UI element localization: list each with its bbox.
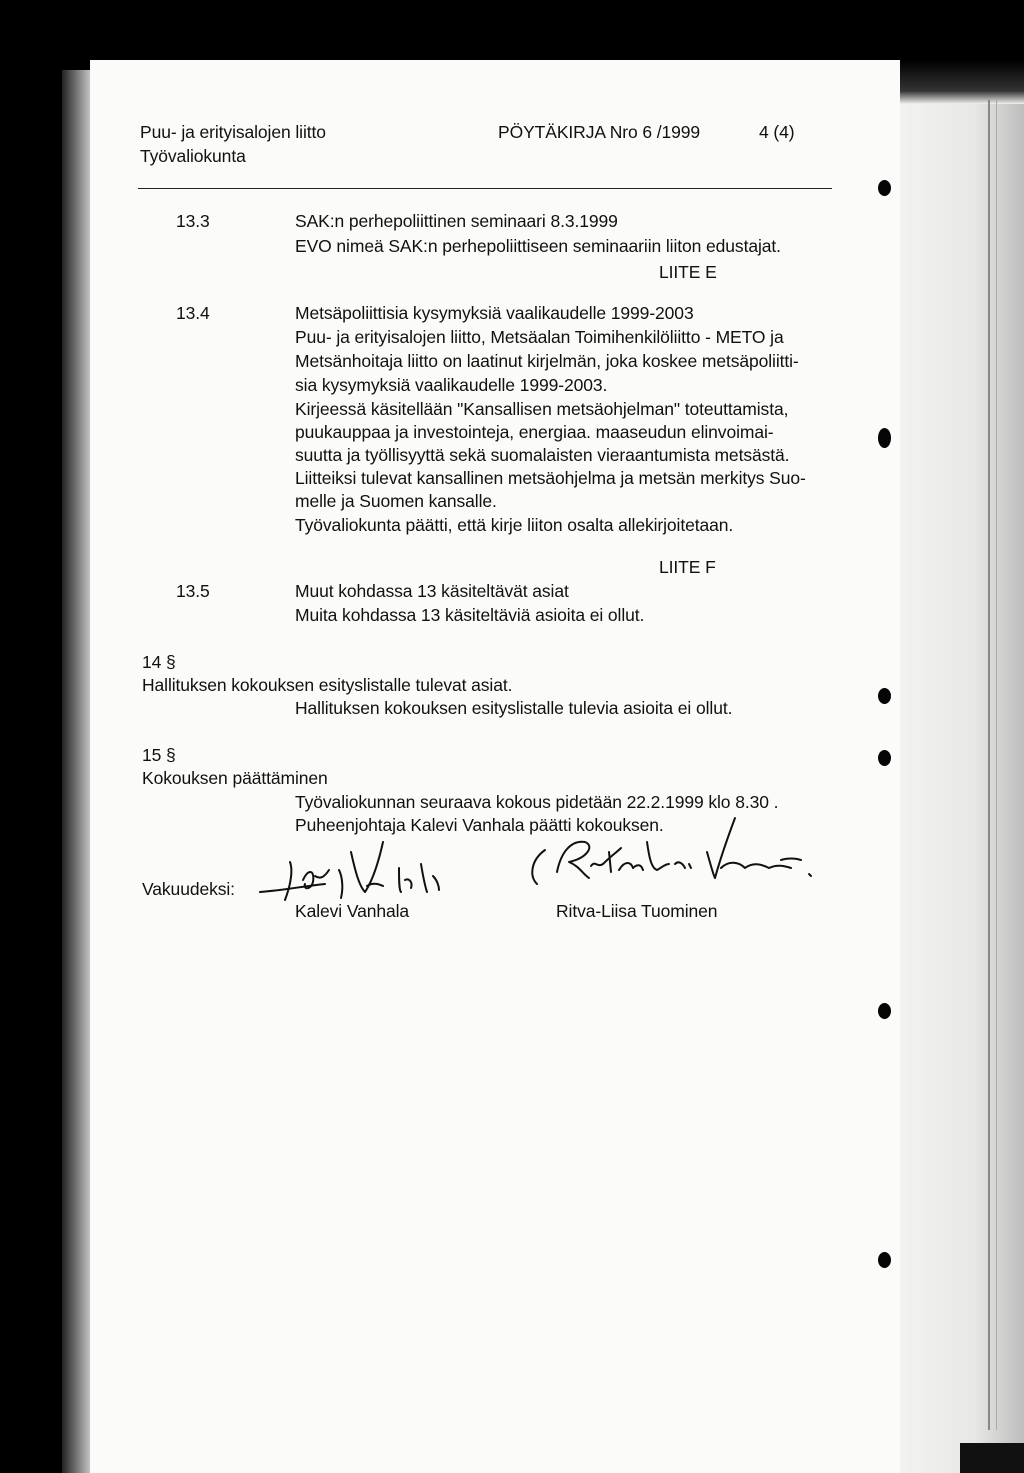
section-title: Muut kohdassa 13 käsiteltävät asiat — [295, 581, 569, 601]
section-number: 13.4 — [176, 303, 210, 323]
section-text: Muita kohdassa 13 käsiteltäviä asioita ei ollut. — [295, 605, 645, 625]
strip-edge-2 — [996, 100, 997, 1430]
strip-bottom — [960, 1443, 1024, 1473]
paragraph-number: 15 § — [142, 745, 176, 765]
paragraph-title: Hallituksen kokouksen esityslistalle tulevat asiat. — [142, 675, 513, 695]
header-page-number: 4 (4) — [759, 122, 795, 142]
section-title: Metsäpoliittisia kysymyksiä vaalikaudelle 1999-2003 — [295, 303, 694, 323]
punch-hole — [878, 750, 891, 766]
section-text-line: suutta ja työllisyyttä sekä suomalaisten vieraantumista metsästä. — [295, 445, 790, 465]
section-text-line: puukauppaa ja investointeja, energiaa. maaseudun elinvoimai- — [295, 422, 774, 442]
punch-hole — [878, 428, 891, 448]
signer-name: Ritva-Liisa Tuominen — [556, 901, 718, 921]
header-rule — [138, 188, 832, 189]
attachment-label: LIITE F — [659, 557, 716, 577]
strip-top — [900, 60, 1024, 104]
strip-edge — [988, 100, 990, 1430]
paragraph-text-line: Puheenjohtaja Kalevi Vanhala päätti kokouksen. — [295, 815, 664, 835]
paragraph-title: Kokouksen päättäminen — [142, 768, 328, 788]
punch-hole — [878, 1003, 891, 1019]
section-number: 13.3 — [176, 211, 210, 231]
section-text-line: Metsänhoitaja liitto on laatinut kirjelmän, joka koskee metsäpoliitti- — [295, 351, 799, 371]
paragraph-text: Hallituksen kokouksen esityslistalle tulevia asioita ei ollut. — [295, 698, 733, 718]
section-text: EVO nimeä SAK:n perhepoliittiseen seminaariin liiton edustajat. — [295, 236, 781, 256]
signature-ritva-liisa-tuominen — [525, 812, 825, 894]
section-text-line: Puu- ja erityisalojen liitto, Metsäalan Toimihenkilöliitto - METO ja — [295, 327, 784, 347]
section-number: 13.5 — [176, 581, 210, 601]
header-doc-title: PÖYTÄKIRJA Nro 6 /1999 — [498, 122, 701, 142]
header-org: Puu- ja erityisalojen liitto — [140, 122, 326, 142]
header-unit: Työvaliokunta — [140, 146, 246, 166]
signature-label: Vakuudeksi: — [142, 879, 235, 899]
section-title: SAK:n perhepoliittinen seminaari 8.3.1999 — [295, 211, 618, 231]
punch-hole — [878, 688, 891, 704]
paragraph-text-line: Työvaliokunnan seuraava kokous pidetään 22.2.1999 klo 8.30 . — [295, 792, 779, 812]
section-text-line: Työvaliokunta päätti, että kirje liiton osalta allekirjoitetaan. — [295, 515, 734, 535]
punch-hole — [878, 1252, 891, 1268]
section-text-line: Kirjeessä käsitellään "Kansallisen metsäohjelman" toteuttamista, — [295, 399, 789, 419]
paragraph-number: 14 § — [142, 652, 176, 672]
section-text-line: melle ja Suomen kansalle. — [295, 491, 497, 511]
signer-name: Kalevi Vanhala — [295, 901, 410, 921]
punch-hole — [878, 180, 891, 196]
next-page-edge — [900, 60, 1024, 1473]
section-text-line: Liitteiksi tulevat kansallinen metsäohjelma ja metsän merkitys Suo- — [295, 468, 806, 488]
section-text-line: sia kysymyksiä vaalikaudelle 1999-2003. — [295, 375, 608, 395]
attachment-label: LIITE E — [659, 262, 717, 282]
page-binding-shadow — [62, 70, 92, 1473]
